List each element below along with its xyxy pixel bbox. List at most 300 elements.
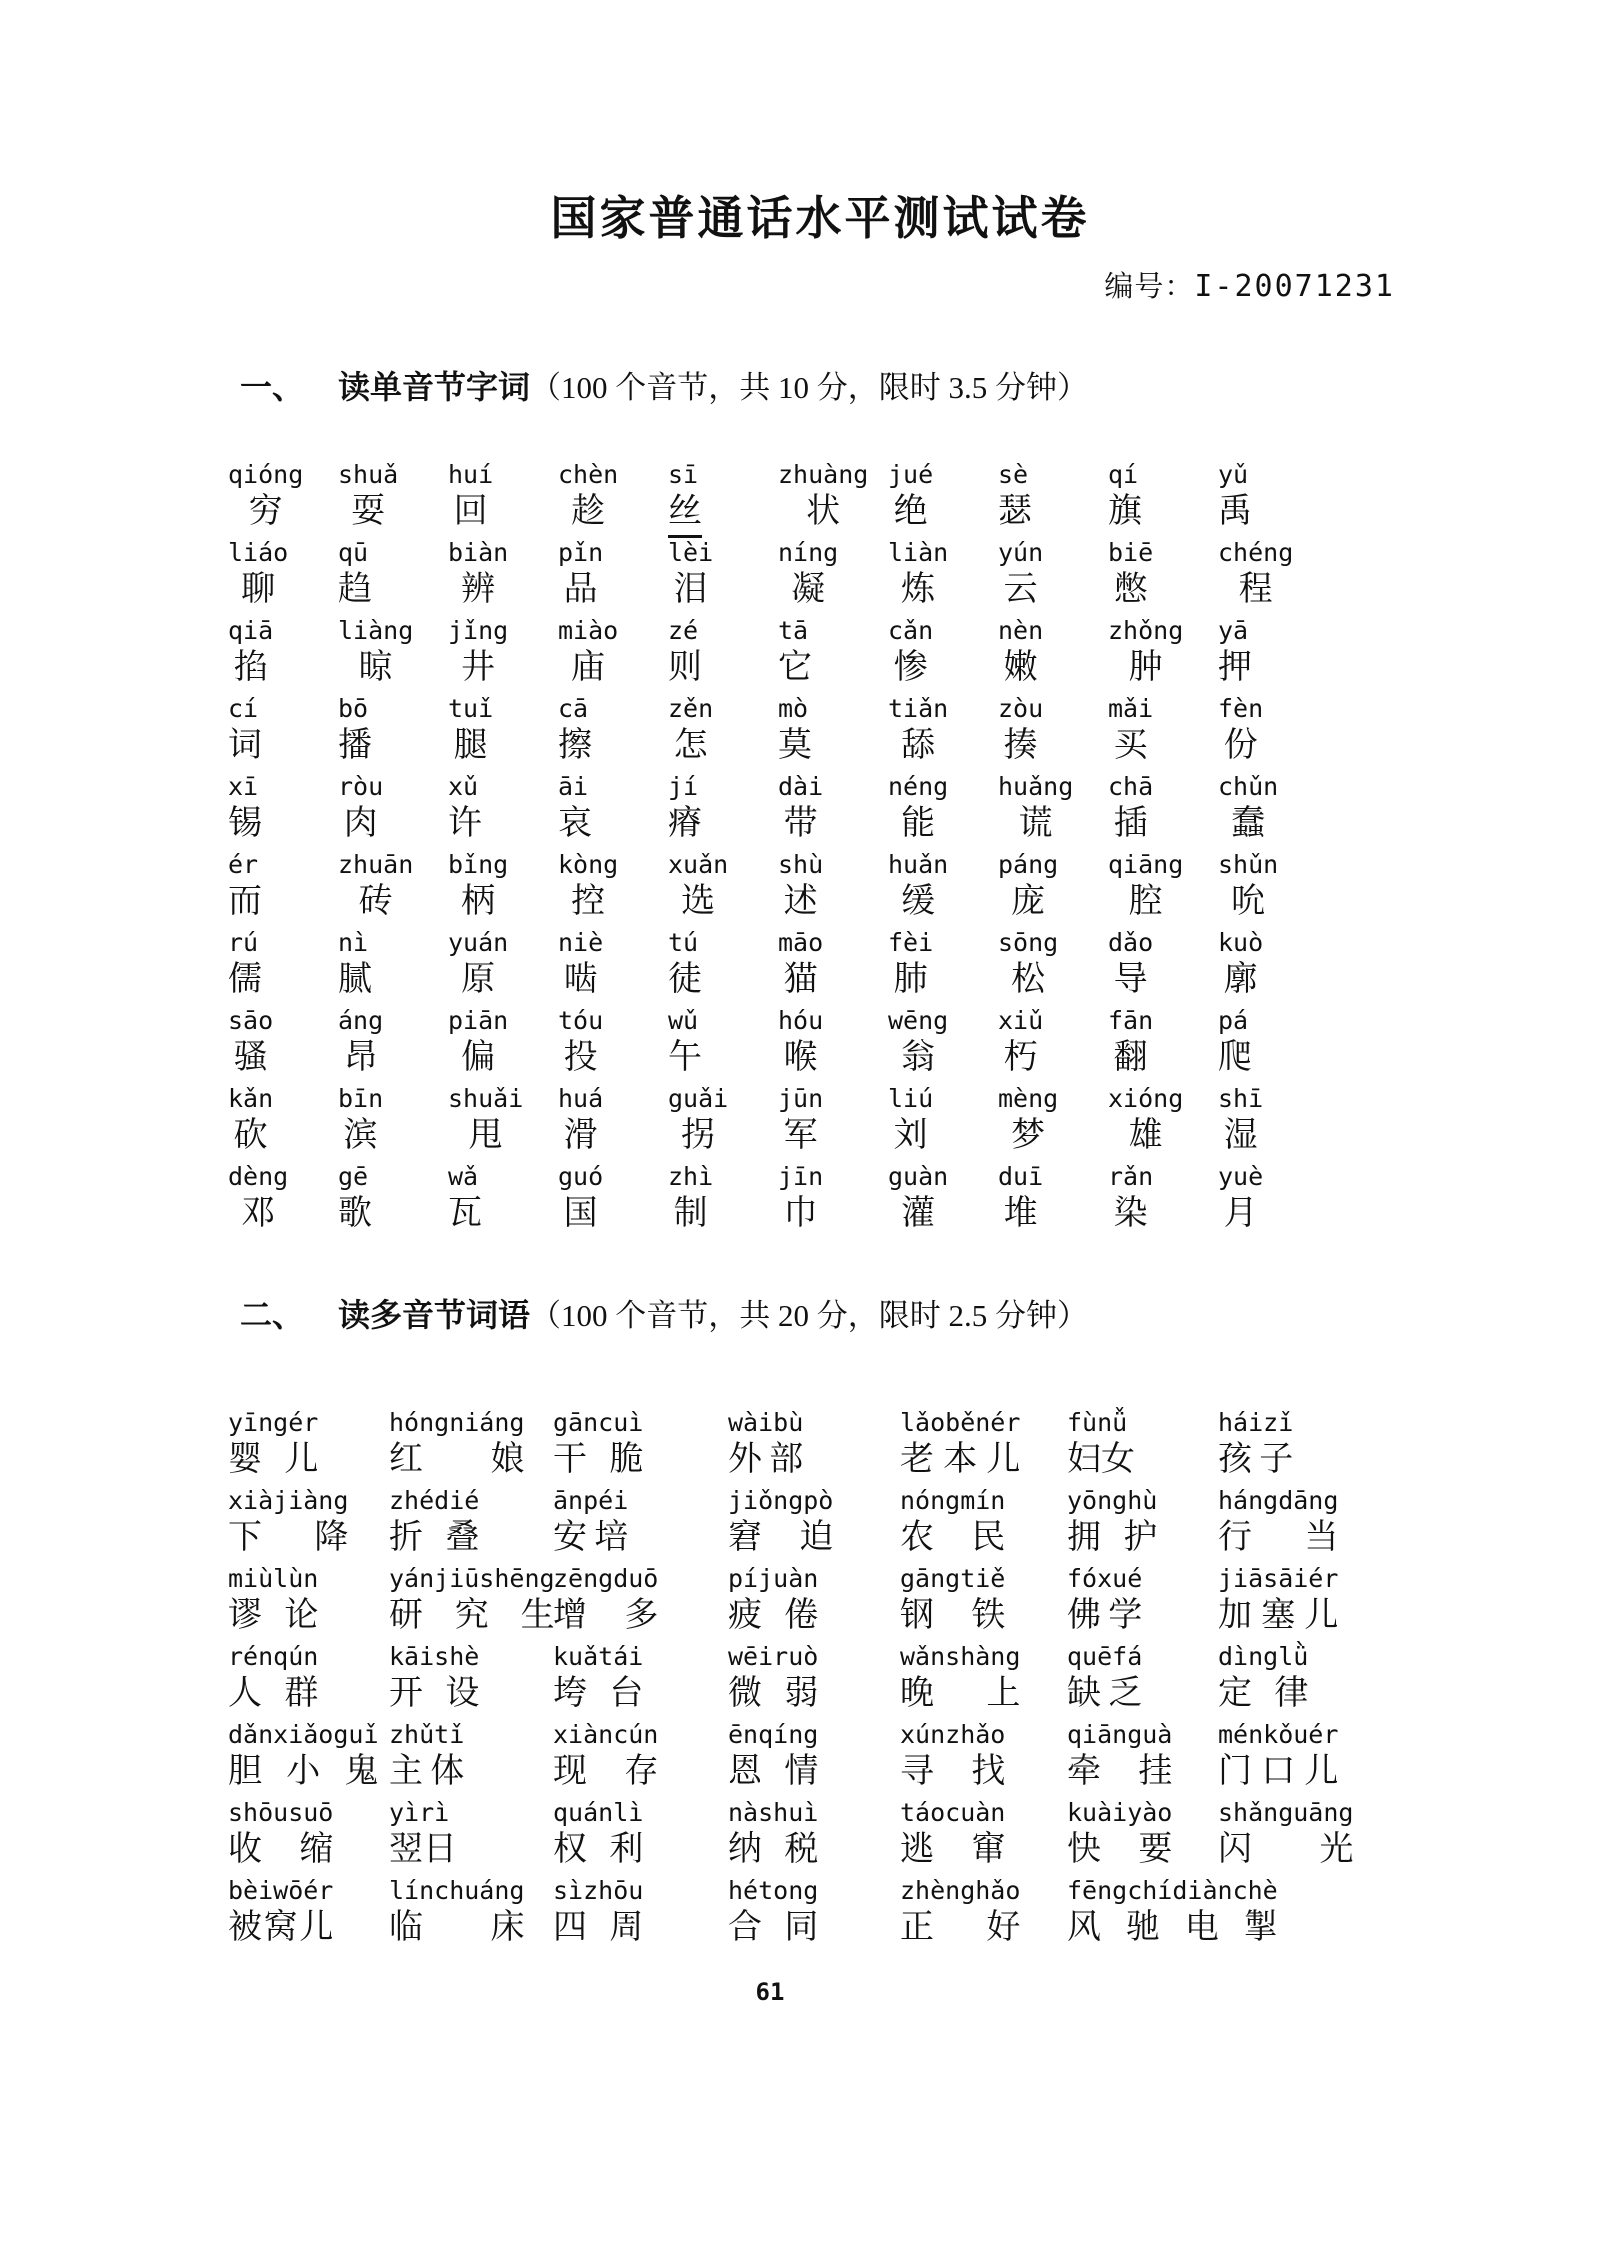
hanzi xyxy=(389,1750,464,1794)
hanzi-char: 国 xyxy=(563,1195,598,1232)
syllable-cell xyxy=(728,1720,900,1798)
hanzi-char: 滨 xyxy=(343,1117,378,1154)
hanzi xyxy=(1108,1114,1183,1158)
hanzi-char: 闪 xyxy=(1218,1831,1252,1868)
hanzi xyxy=(998,490,1032,534)
hanzi-char: 翻 xyxy=(1113,1039,1148,1076)
hanzi xyxy=(558,1036,603,1080)
hanzi-char: 庙 xyxy=(571,649,606,686)
hanzi xyxy=(1108,880,1183,924)
pinyin: yǔ xyxy=(1218,460,1249,489)
hanzi xyxy=(1067,1594,1142,1638)
pinyin: shù xyxy=(778,850,824,879)
syllable-cell xyxy=(228,1876,389,1954)
pinyin: fēngchídiànchè xyxy=(1067,1876,1278,1905)
hanzi-char: 下 xyxy=(228,1519,262,1556)
syllable-cell xyxy=(728,1486,900,1564)
pinyin: niè xyxy=(558,928,604,957)
pinyin: chéng xyxy=(1218,538,1294,567)
hanzi xyxy=(900,1438,1020,1482)
hanzi-char: 台 xyxy=(609,1675,644,1712)
syllable-cell xyxy=(448,616,558,694)
syllable-cell xyxy=(389,1564,553,1642)
hanzi-char: 喉 xyxy=(783,1039,818,1076)
hanzi xyxy=(900,1750,1005,1794)
hanzi xyxy=(998,880,1058,924)
syllable-cell xyxy=(228,772,338,850)
pinyin: zòu xyxy=(998,694,1044,723)
pinyin: liú xyxy=(888,1084,934,1113)
hanzi xyxy=(900,1672,1020,1716)
hanzi-char: 廓 xyxy=(1223,961,1258,998)
pinyin: qióng xyxy=(228,460,304,489)
syllable-cell xyxy=(558,1084,668,1162)
syllable-cell xyxy=(558,1162,668,1240)
syllable-cell xyxy=(228,616,338,694)
hanzi xyxy=(998,802,1073,846)
syllable-cell xyxy=(1108,928,1218,1006)
hanzi-char: 电 xyxy=(1184,1909,1219,1946)
syllable-cell xyxy=(888,928,998,1006)
hanzi xyxy=(228,1672,318,1716)
hanzi-char: 利 xyxy=(609,1831,644,1868)
hanzi xyxy=(338,1114,383,1158)
syllable-cell xyxy=(888,1084,998,1162)
syllable-cell xyxy=(1108,1006,1218,1084)
hanzi-char: 缺 xyxy=(1067,1675,1101,1712)
syllable-cell xyxy=(553,1564,728,1642)
pinyin: yōnghù xyxy=(1067,1486,1158,1515)
section2-heading xyxy=(240,1290,1088,1336)
pinyin: shuǎ xyxy=(338,460,399,489)
syllable-cell xyxy=(778,460,888,538)
hanzi-char: 存 xyxy=(624,1753,659,1790)
section1-heading xyxy=(240,362,1088,408)
pinyin: nóngmín xyxy=(900,1486,1006,1515)
hanzi-char: 云 xyxy=(1003,571,1038,608)
pinyin: yuè xyxy=(1218,1162,1264,1191)
hanzi-char: 播 xyxy=(338,727,372,764)
hanzi-char: 折 xyxy=(389,1519,423,1556)
pinyin: kǎn xyxy=(228,1084,274,1113)
hanzi-char: 辨 xyxy=(461,571,496,608)
pinyin: qiānguà xyxy=(1067,1720,1173,1749)
syllable-cell xyxy=(448,928,558,1006)
syllable-cell xyxy=(228,1408,389,1486)
hanzi xyxy=(900,1594,1005,1638)
syllable-cell xyxy=(1108,772,1218,850)
section2-index: 二、 xyxy=(240,1296,305,1334)
pinyin: shuǎi xyxy=(448,1084,524,1113)
hanzi-char: 锡 xyxy=(228,805,262,842)
hanzi-char: 疲 xyxy=(728,1597,762,1634)
hanzi xyxy=(1067,1516,1157,1560)
hanzi-char: 周 xyxy=(609,1909,644,1946)
hanzi xyxy=(338,958,372,1002)
pinyin: sōng xyxy=(998,928,1059,957)
syllable-cell xyxy=(1067,1798,1218,1876)
hanzi-char: 倦 xyxy=(784,1597,819,1634)
hanzi xyxy=(728,1594,818,1638)
pinyin: kāishè xyxy=(389,1642,480,1671)
syllable-cell xyxy=(338,850,448,928)
hanzi-char: 纳 xyxy=(728,1831,762,1868)
hanzi-char: 染 xyxy=(1113,1195,1148,1232)
hanzi-char: 松 xyxy=(1011,961,1046,998)
pinyin: guó xyxy=(558,1162,604,1191)
pinyin: yuán xyxy=(448,928,509,957)
syllable-cell xyxy=(448,460,558,538)
hanzi-char: 干 xyxy=(553,1441,587,1478)
hanzi-char: 正 xyxy=(900,1909,934,1946)
hanzi xyxy=(338,724,372,768)
syllable-cell xyxy=(338,538,448,616)
section2-name: 读多音节词语 xyxy=(338,1296,531,1334)
pinyin: kuò xyxy=(1218,928,1264,957)
syllable-cell xyxy=(338,694,448,772)
pinyin: shōusuō xyxy=(228,1798,334,1827)
hanzi xyxy=(998,958,1058,1002)
hanzi-char: 谎 xyxy=(1018,805,1053,842)
syllable-cell xyxy=(338,1084,448,1162)
pinyin: ròu xyxy=(338,772,384,801)
pinyin: zhì xyxy=(668,1162,714,1191)
hanzi xyxy=(228,1594,318,1638)
pinyin: háizǐ xyxy=(1218,1408,1294,1437)
hanzi xyxy=(778,1036,823,1080)
syllable-cell xyxy=(1067,1720,1218,1798)
pinyin: wàibù xyxy=(728,1408,804,1437)
syllable-cell xyxy=(900,1408,1067,1486)
hanzi-char: 插 xyxy=(1113,805,1148,842)
hanzi-char: 逃 xyxy=(900,1831,934,1868)
hanzi xyxy=(553,1516,628,1560)
hanzi xyxy=(1218,880,1278,924)
hanzi xyxy=(900,1516,1005,1560)
hanzi-char: 妇 xyxy=(1067,1441,1101,1478)
pinyin: biàn xyxy=(448,538,509,567)
pinyin: cǎn xyxy=(888,616,934,645)
syllable-cell xyxy=(1218,1564,1388,1642)
syllable-cell xyxy=(1218,1408,1388,1486)
hanzi xyxy=(888,802,948,846)
syllable-cell xyxy=(668,928,778,1006)
hanzi xyxy=(778,490,868,534)
pinyin: duī xyxy=(998,1162,1044,1191)
hanzi xyxy=(228,1192,288,1236)
syllable-cell xyxy=(553,1486,728,1564)
pinyin: huǎng xyxy=(998,772,1074,801)
hanzi xyxy=(228,724,262,768)
syllable-cell xyxy=(228,694,338,772)
hanzi xyxy=(888,880,948,924)
hanzi-char: 民 xyxy=(971,1519,1006,1556)
pinyin: fèi xyxy=(888,928,934,957)
hanzi-char: 窘 xyxy=(728,1519,762,1556)
hanzi xyxy=(1218,490,1252,534)
hanzi xyxy=(558,880,618,924)
syllable-cell xyxy=(1108,694,1218,772)
hanzi xyxy=(888,1114,933,1158)
hanzi-char: 能 xyxy=(901,805,936,842)
hanzi xyxy=(448,490,493,534)
hanzi-char: 好 xyxy=(986,1909,1021,1946)
hanzi xyxy=(1108,646,1183,690)
hanzi-char: 吮 xyxy=(1231,883,1266,920)
syllable-cell xyxy=(1218,1162,1328,1240)
pinyin: mǎi xyxy=(1108,694,1154,723)
hanzi xyxy=(553,1906,643,1950)
hanzi-char: 它 xyxy=(778,649,812,686)
syllable-cell xyxy=(389,1408,553,1486)
syllable-cell xyxy=(448,850,558,928)
syllable-cell xyxy=(389,1486,553,1564)
hanzi xyxy=(778,880,823,924)
syllable-cell xyxy=(728,1798,900,1876)
pinyin: guǎi xyxy=(668,1084,729,1113)
hanzi-char: 迫 xyxy=(799,1519,834,1556)
syllable-cell xyxy=(668,850,778,928)
hanzi-char: 佛 xyxy=(1067,1597,1101,1634)
syllable-cell xyxy=(1218,616,1328,694)
hanzi-char: 猫 xyxy=(783,961,818,998)
pinyin: wǎnshàng xyxy=(900,1642,1021,1671)
hanzi-char: 投 xyxy=(563,1039,598,1076)
hanzi xyxy=(558,802,592,846)
syllable-cell xyxy=(1218,460,1328,538)
syllable-cell xyxy=(728,1876,900,1954)
pinyin: chèn xyxy=(558,460,619,489)
hanzi xyxy=(668,490,702,538)
hanzi-char: 门 xyxy=(1218,1753,1252,1790)
pinyin: kuǎtái xyxy=(553,1642,644,1671)
pinyin: xióng xyxy=(1108,1084,1184,1113)
pinyin: jūn xyxy=(778,1084,824,1113)
pinyin: zhènghǎo xyxy=(900,1876,1021,1905)
hanzi xyxy=(553,1438,643,1482)
hanzi-char: 垮 xyxy=(553,1675,587,1712)
hanzi-char: 而 xyxy=(228,883,262,920)
hanzi xyxy=(228,568,288,612)
hanzi xyxy=(778,1192,823,1236)
syllable-cell xyxy=(1218,772,1328,850)
syllable-cell xyxy=(553,1720,728,1798)
syllable-cell xyxy=(389,1720,553,1798)
pinyin: xuǎn xyxy=(668,850,729,879)
hanzi-char: 小 xyxy=(286,1753,321,1790)
syllable-cell xyxy=(998,850,1108,928)
syllable-cell xyxy=(558,850,668,928)
hanzi xyxy=(778,646,812,690)
pinyin: sī xyxy=(668,460,699,489)
hanzi-char: 腿 xyxy=(453,727,488,764)
syllable-cell xyxy=(389,1642,553,1720)
syllable-cell xyxy=(228,1162,338,1240)
syllable-cell xyxy=(1108,1162,1218,1240)
page-title: 国家普通话水平测试试卷 xyxy=(550,191,1090,245)
hanzi xyxy=(448,1114,523,1158)
pinyin: ménkǒuér xyxy=(1218,1720,1339,1749)
syllable-cell xyxy=(900,1564,1067,1642)
hanzi-char: 钢 xyxy=(900,1597,934,1634)
pinyin: fān xyxy=(1108,1006,1154,1035)
hanzi-char: 脆 xyxy=(609,1441,644,1478)
pinyin: níng xyxy=(778,538,839,567)
hanzi xyxy=(1067,1438,1135,1482)
syllable-cell xyxy=(778,850,888,928)
syllable-cell xyxy=(1218,538,1328,616)
syllable-cell xyxy=(553,1798,728,1876)
hanzi xyxy=(1218,958,1263,1002)
pinyin: yīngér xyxy=(228,1408,319,1437)
hanzi-char: 群 xyxy=(284,1675,319,1712)
pinyin: gē xyxy=(338,1162,369,1191)
hanzi-char: 要 xyxy=(1138,1831,1173,1868)
pinyin: lèi xyxy=(668,538,714,567)
pinyin: cā xyxy=(558,694,589,723)
syllable-cell xyxy=(668,694,778,772)
hanzi-char: 缩 xyxy=(299,1831,334,1868)
pinyin: zhuàng xyxy=(778,460,869,489)
hanzi-char: 论 xyxy=(284,1597,319,1634)
pinyin: jīn xyxy=(778,1162,824,1191)
pinyin: zěn xyxy=(668,694,714,723)
hanzi-char: 同 xyxy=(784,1909,819,1946)
hanzi xyxy=(668,880,728,924)
pinyin: zhédié xyxy=(389,1486,480,1515)
hanzi-char: 爬 xyxy=(1218,1039,1252,1076)
pinyin: hángdāng xyxy=(1218,1486,1339,1515)
pinyin: chā xyxy=(1108,772,1154,801)
syllable-cell xyxy=(448,694,558,772)
pinyin: yìrì xyxy=(389,1798,450,1827)
hanzi xyxy=(228,1750,379,1794)
syllable-cell xyxy=(778,694,888,772)
pinyin: áng xyxy=(338,1006,384,1035)
pinyin: qí xyxy=(1108,460,1139,489)
hanzi-char: 上 xyxy=(986,1675,1021,1712)
pinyin: jǐng xyxy=(448,616,509,645)
pinyin: zhuān xyxy=(338,850,414,879)
pinyin: xǔ xyxy=(448,772,479,801)
syllable-cell xyxy=(338,1006,448,1084)
hanzi-char: 儿 xyxy=(1304,1597,1339,1634)
syllable-cell xyxy=(228,1564,389,1642)
hanzi-char: 开 xyxy=(389,1675,423,1712)
pinyin: páng xyxy=(998,850,1059,879)
pinyin: línchuáng xyxy=(389,1876,525,1905)
syllable-cell xyxy=(1218,928,1328,1006)
syllable-cell xyxy=(1108,616,1218,694)
hanzi xyxy=(338,1036,383,1080)
hanzi xyxy=(558,568,603,612)
hanzi-char: 嫩 xyxy=(1003,649,1038,686)
hanzi xyxy=(338,646,413,690)
pinyin: liàng xyxy=(338,616,414,645)
hanzi-char: 行 xyxy=(1218,1519,1252,1556)
hanzi-char: 老 xyxy=(900,1441,934,1478)
hanzi-char: 儿 xyxy=(986,1441,1021,1478)
syllable-cell xyxy=(668,460,778,538)
hanzi-char: 哀 xyxy=(558,805,592,842)
hanzi xyxy=(448,958,508,1002)
hanzi xyxy=(728,1516,833,1560)
hanzi xyxy=(778,568,838,612)
pinyin: pǐn xyxy=(558,538,604,567)
pinyin: dài xyxy=(778,772,824,801)
syllable-cell xyxy=(228,1486,389,1564)
hanzi-char: 湿 xyxy=(1223,1117,1258,1154)
syllable-cell xyxy=(1067,1642,1218,1720)
pinyin: quánlì xyxy=(553,1798,644,1827)
pinyin: ānpéi xyxy=(553,1486,629,1515)
hanzi-char: 日 xyxy=(423,1831,457,1868)
hanzi-char: 学 xyxy=(1108,1597,1143,1634)
syllable-cell xyxy=(668,772,778,850)
hanzi xyxy=(553,1672,643,1716)
hanzi xyxy=(389,1906,524,1950)
pinyin: zēngduō xyxy=(553,1564,659,1593)
hanzi xyxy=(1108,490,1142,534)
hanzi-char: 本 xyxy=(943,1441,978,1478)
syllable-cell xyxy=(778,1162,888,1240)
hanzi-char: 砖 xyxy=(358,883,393,920)
hanzi xyxy=(728,1438,803,1482)
pinyin: wēng xyxy=(888,1006,949,1035)
hanzi xyxy=(888,1192,948,1236)
syllable-cell xyxy=(778,928,888,1006)
hanzi xyxy=(1218,1594,1338,1638)
syllable-cell xyxy=(888,772,998,850)
hanzi xyxy=(448,568,508,612)
pinyin: rénqún xyxy=(228,1642,319,1671)
hanzi xyxy=(553,1828,643,1872)
pinyin: mò xyxy=(778,694,809,723)
hanzi xyxy=(778,958,823,1002)
hanzi xyxy=(228,1516,348,1560)
hanzi-char: 聊 xyxy=(241,571,276,608)
syllable-cell xyxy=(888,1162,998,1240)
pinyin: zhǒng xyxy=(1108,616,1184,645)
hanzi-char: 凝 xyxy=(791,571,826,608)
pinyin: ér xyxy=(228,850,259,879)
syllable-cell xyxy=(228,1642,389,1720)
syllable-cell xyxy=(778,1084,888,1162)
hanzi-char: 憋 xyxy=(1113,571,1148,608)
hanzi-char: 炼 xyxy=(901,571,936,608)
syllable-cell xyxy=(1067,1486,1218,1564)
hanzi-char: 部 xyxy=(769,1441,804,1478)
pinyin: dìnglǜ xyxy=(1218,1642,1309,1671)
pinyin: nì xyxy=(338,928,369,957)
hanzi-char: 旗 xyxy=(1108,493,1142,530)
pinyin: xī xyxy=(228,772,259,801)
hanzi-char: 寻 xyxy=(900,1753,934,1790)
syllable-cell xyxy=(888,1006,998,1084)
pinyin: jiǒngpò xyxy=(728,1486,834,1515)
hanzi-char: 红 xyxy=(389,1441,423,1478)
hanzi xyxy=(728,1672,818,1716)
hanzi xyxy=(728,1750,818,1794)
hanzi-char: 增 xyxy=(553,1597,587,1634)
hanzi-char: 词 xyxy=(228,727,262,764)
syllable-cell xyxy=(389,1876,553,1954)
hanzi xyxy=(888,958,933,1002)
hanzi xyxy=(998,724,1043,768)
hanzi xyxy=(338,880,413,924)
hanzi-char: 梦 xyxy=(1011,1117,1046,1154)
pinyin: pá xyxy=(1218,1006,1249,1035)
